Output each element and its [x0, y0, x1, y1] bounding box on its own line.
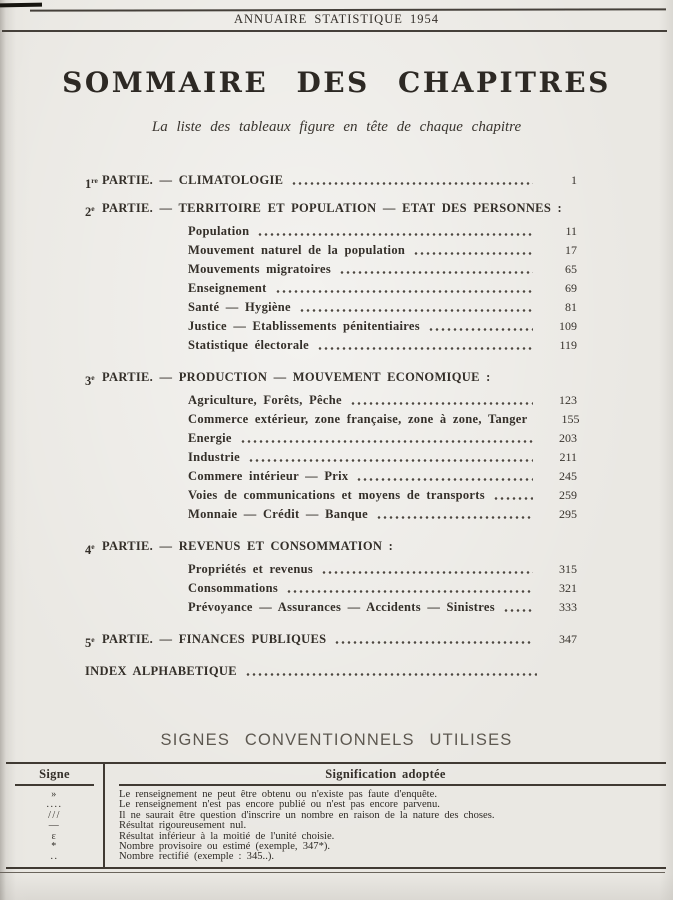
dot-leader	[299, 298, 533, 317]
header-rule-bottom	[2, 30, 667, 32]
toc-item	[188, 298, 577, 317]
dot-leader	[503, 598, 533, 617]
dot-leader	[334, 630, 533, 649]
toc-item	[188, 279, 577, 298]
part-ordinal-number: 5	[85, 636, 92, 651]
meaning-cell: Il ne saurait être question d'inscrire un nombre en raison de la nature des choses.	[119, 809, 495, 821]
sign-column-header: Signe	[39, 767, 70, 781]
part-heading-label: PARTIE. — FINANCES PUBLIQUES	[102, 632, 327, 646]
toc-item-label: Industrie	[188, 450, 241, 464]
dot-leader	[413, 241, 533, 260]
part-heading-label: PARTIE. — CLIMATOLOGIE	[102, 173, 284, 187]
toc-item-label: Population	[188, 224, 250, 238]
dot-leader	[245, 662, 537, 681]
toc-item	[188, 410, 580, 429]
page-number: 203	[559, 431, 577, 445]
sign-cell: ....	[46, 799, 63, 811]
part-ordinal	[85, 171, 102, 190]
signs-column-meaning	[105, 764, 666, 867]
page-number: 333	[559, 600, 577, 614]
meaning-list	[105, 786, 666, 867]
toc-item	[188, 486, 577, 505]
dot-leader	[428, 317, 533, 336]
page-number: 1	[571, 173, 577, 187]
toc-item-label: Monnaie — Crédit — Banque	[188, 507, 368, 521]
running-head: ANNUAIRE STATISTIQUE 1954	[234, 12, 439, 26]
toc-item	[188, 505, 577, 524]
meaning-cell: Le renseignement n'est pas encore publié ou n'est pas encore parvenu.	[119, 799, 440, 811]
signs-table	[6, 762, 666, 869]
toc-item	[188, 336, 577, 355]
signs-section-heading: SIGNES CONVENTIONNELS UTILISES	[160, 731, 513, 749]
dot-leader	[286, 579, 533, 598]
toc-item-label: Enseignement	[188, 281, 267, 295]
part-ordinal-number: 4	[85, 543, 92, 558]
part-ordinal	[85, 199, 102, 218]
part-ordinal-suffix: e	[91, 204, 95, 213]
toc-item-label: Voies de communications et moyens de transports	[188, 488, 485, 502]
part-ordinal-suffix: re	[91, 176, 98, 185]
part-ordinal-suffix: e	[91, 542, 95, 551]
toc-section-heading	[85, 171, 577, 190]
meaning-cell: Le renseignement ne peut être obtenu ou n'existe pas faute d'enquête.	[119, 789, 437, 800]
toc-item	[188, 448, 577, 467]
toc-item-label: Statistique électorale	[188, 338, 310, 352]
part-ordinal-suffix: e	[91, 635, 95, 644]
meaning-cell: Résultat inférieur à la moitié de l'unité choisie.	[119, 830, 335, 842]
dot-leader	[376, 505, 533, 524]
page-number: 315	[559, 562, 577, 576]
dot-leader	[339, 260, 533, 279]
toc-item-label: Commerce extérieur, zone française, zone à zone, Tanger	[188, 412, 528, 426]
sign-cell: —	[48, 820, 61, 832]
page-number: 17	[565, 243, 577, 257]
sign-cell: ε	[51, 830, 58, 842]
toc-item	[188, 467, 577, 486]
sign-cell: *	[51, 840, 58, 852]
page-number: 245	[559, 469, 577, 483]
toc-item-label: Energie	[188, 431, 232, 445]
dot-leader	[275, 279, 533, 298]
toc-item	[188, 391, 577, 410]
dot-leader	[350, 391, 533, 410]
page-number: 69	[565, 281, 577, 295]
toc-index-entry	[85, 662, 577, 681]
toc-item-label: Mouvement naturel de la population	[188, 243, 406, 257]
page-number: 81	[565, 300, 577, 314]
toc-item-label: Propriétés et revenus	[188, 562, 314, 576]
part-ordinal	[85, 537, 102, 556]
toc-section-heading	[85, 630, 577, 649]
dot-leader	[248, 448, 533, 467]
toc-item	[188, 598, 577, 617]
toc-item	[188, 241, 577, 260]
toc-item	[188, 317, 577, 336]
sign-cell: »	[51, 789, 58, 800]
part-ordinal-number: 2	[85, 205, 92, 220]
index-label: INDEX ALPHABETIQUE	[85, 664, 237, 678]
dot-leader	[321, 560, 533, 579]
toc-item-label: Mouvements migratoires	[188, 262, 332, 276]
dot-leader	[240, 429, 533, 448]
toc-section-heading	[85, 368, 577, 387]
dot-leader	[356, 467, 533, 486]
part-ordinal	[85, 630, 102, 649]
page-number: 109	[559, 319, 577, 333]
toc-item-label: Prévoyance — Assurances — Accidents — Sinistres	[188, 600, 495, 614]
meaning-cell: Résultat rigoureusement nul.	[119, 820, 247, 832]
meaning-cell: Nombre provisoire ou estimé (exemple, 347*).	[119, 840, 331, 852]
part-heading-label: PARTIE. — PRODUCTION — MOUVEMENT ECONOMIQUE :	[102, 370, 491, 384]
sign-cell: ..	[50, 851, 59, 863]
meaning-cell: Nombre rectifié (exemple : 345..).	[119, 851, 275, 863]
toc-item	[188, 429, 577, 448]
page-number: 259	[559, 488, 577, 502]
page-number: 211	[559, 450, 577, 464]
page-number: 295	[559, 507, 577, 521]
page-number: 11	[565, 224, 577, 238]
part-heading-label: PARTIE. — TERRITOIRE ET POPULATION — ETAT DES PERSONNES :	[102, 201, 562, 215]
toc-item-label: Santé — Hygiène	[188, 300, 291, 314]
toc-item	[188, 579, 577, 598]
table-of-contents	[85, 171, 580, 681]
toc-item-label: Commere intérieur — Prix	[188, 469, 349, 483]
toc-item	[188, 260, 577, 279]
part-heading-label: PARTIE. — REVENUS ET CONSOMMATION :	[102, 539, 394, 553]
dot-leader	[291, 171, 533, 190]
toc-item-label: Agriculture, Forêts, Pêche	[188, 393, 342, 407]
sign-cell: ///	[48, 809, 61, 821]
page-number: 119	[559, 338, 577, 352]
scan-edge-mark	[0, 3, 42, 8]
page-subtitle: La liste des tableaux figure en tête de chaque chapitre	[151, 119, 522, 135]
page-number: 347	[559, 632, 577, 646]
dot-leader	[317, 336, 533, 355]
page-number: 155	[561, 412, 580, 426]
part-ordinal-suffix: e	[91, 373, 95, 382]
meaning-column-header: Signification adoptée	[325, 767, 446, 781]
toc-item	[188, 222, 577, 241]
page-number: 65	[565, 262, 577, 276]
part-ordinal	[85, 368, 102, 387]
signs-table-bottom-rule	[0, 872, 665, 873]
toc-item-label: Justice — Etablissements pénitentiaires	[188, 319, 420, 333]
signs-column-sign	[6, 764, 105, 867]
dot-leader	[257, 222, 533, 241]
part-ordinal-number: 1	[85, 177, 92, 192]
page-title: SOMMAIRE DES CHAPITRES	[62, 66, 611, 99]
sign-list	[6, 786, 103, 867]
toc-item-label: Consommations	[188, 581, 279, 595]
toc-section-heading	[85, 537, 577, 556]
toc-section-heading	[85, 199, 577, 218]
toc-item	[188, 560, 577, 579]
dot-leader	[493, 486, 533, 505]
page-number: 123	[559, 393, 577, 407]
part-ordinal-number: 3	[85, 374, 92, 389]
page-number: 321	[559, 581, 577, 595]
